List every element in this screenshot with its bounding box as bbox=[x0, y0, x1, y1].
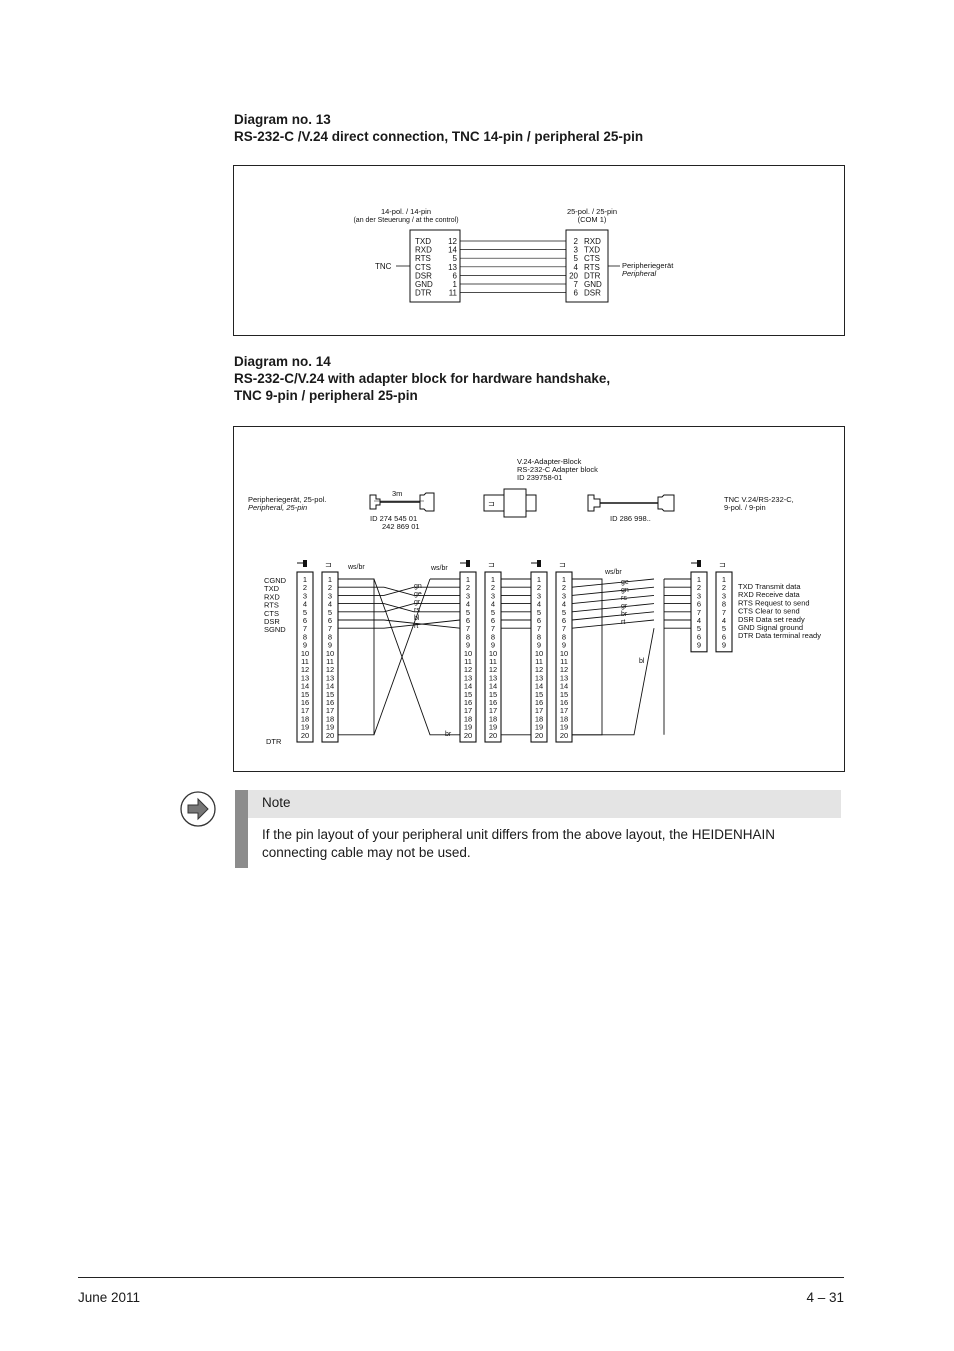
d13-right-signal: RXD bbox=[584, 237, 601, 246]
d14-pin-25: 19 bbox=[559, 722, 569, 732]
d13-right-pin: 5 bbox=[573, 254, 578, 264]
d14-pin-25: 7 bbox=[536, 624, 542, 634]
d14-socket-icon: ⊐ bbox=[559, 560, 566, 569]
d14-adapter-body bbox=[504, 489, 526, 517]
d14-left-signal: TXD bbox=[264, 584, 279, 594]
d14-peripheral-line2: Peripheral, 25-pin bbox=[248, 503, 308, 512]
d14-pin-25: 5 bbox=[465, 607, 471, 617]
d14-pin-25: 18 bbox=[463, 714, 473, 724]
d13-left-caption-1: 14-pol. / 14-pin bbox=[380, 207, 432, 216]
d14-pin-9: 1 bbox=[721, 575, 727, 584]
d14-pin-25: 19 bbox=[534, 722, 544, 732]
d14-pin-25: 6 bbox=[327, 616, 333, 625]
d13-left-signal: RTS bbox=[415, 254, 431, 264]
d14-pin-25: 15 bbox=[559, 689, 569, 699]
d14-wire bbox=[572, 579, 654, 587]
d14-tnc-signal: RTS Request to send bbox=[738, 598, 810, 608]
d14-pin-9: 6 bbox=[696, 599, 702, 609]
d14-cable2-id: ID 286 998.. bbox=[610, 514, 651, 523]
d13-right-caption-2: (COM 1) bbox=[577, 215, 607, 224]
d14-pin-25: 1 bbox=[536, 575, 542, 584]
d14-pin-25: 4 bbox=[327, 599, 333, 609]
d14-pin-9: 5 bbox=[721, 624, 727, 634]
d14-socket-icon: ⊐ bbox=[719, 560, 726, 569]
d14-pin-25: 5 bbox=[536, 607, 542, 617]
d13-right-signal: CTS bbox=[584, 254, 600, 264]
d13-left-signal: GND bbox=[415, 280, 433, 289]
d14-pin-25: 5 bbox=[561, 607, 567, 617]
d14-pin-25: 12 bbox=[488, 665, 498, 675]
d14-wire bbox=[572, 587, 654, 595]
d14-colors-b bbox=[621, 579, 629, 626]
d14-pin-25: 7 bbox=[490, 624, 496, 634]
d14-wire-color: rs bbox=[621, 595, 627, 602]
d14-colors-a bbox=[414, 583, 422, 630]
diagram14-drawing bbox=[234, 427, 844, 771]
diagram13-heading bbox=[234, 111, 643, 145]
d14-pin-25: 20 bbox=[300, 730, 310, 740]
d14-wsbr-3: ws/br bbox=[605, 569, 622, 576]
d14-pin-25: 11 bbox=[326, 657, 334, 666]
d14-pin-25: 6 bbox=[536, 616, 542, 625]
d14-pin-25: 16 bbox=[463, 698, 473, 707]
d14-pin-25: 17 bbox=[463, 706, 473, 716]
d14-pin-25: 1 bbox=[561, 575, 567, 584]
d13-peripheral-label-en: Peripheral bbox=[622, 269, 657, 278]
d13-right-pin: 7 bbox=[573, 280, 578, 289]
d14-cable1-plug-right bbox=[420, 493, 434, 511]
d14-pin-25: 16 bbox=[325, 698, 335, 707]
d14-pin-25: 3 bbox=[490, 591, 496, 601]
d14-pin-25: 11 bbox=[464, 657, 472, 666]
d14-pin-9: 7 bbox=[721, 607, 727, 617]
d14-pin-25: 8 bbox=[561, 632, 567, 642]
d14-cable2-plug-left bbox=[588, 495, 600, 511]
d14-pin-25: 20 bbox=[325, 730, 335, 740]
d14-left-signal: DSR bbox=[264, 617, 280, 626]
d14-pin-25: 8 bbox=[536, 632, 542, 642]
d14-socket-icon: ⊐ bbox=[325, 560, 332, 569]
d14-pin-25: 11 bbox=[301, 657, 309, 666]
d14-adapter-line2: RS-232-C Adapter block bbox=[517, 465, 598, 474]
d14-pin-25: 13 bbox=[488, 673, 498, 683]
d14-wire bbox=[572, 604, 654, 612]
d14-pin-25: 16 bbox=[488, 698, 498, 707]
d14-pin-9: 9 bbox=[721, 640, 727, 650]
d14-pin-25: 12 bbox=[534, 665, 544, 675]
d14-pin-25: 18 bbox=[300, 714, 310, 724]
d14-pin-25: 16 bbox=[559, 698, 569, 707]
d14-tnc-signal: RXD Receive data bbox=[738, 590, 800, 600]
d13-right-signal: DSR bbox=[584, 288, 601, 298]
d14-pin-25: 5 bbox=[327, 607, 333, 617]
d14-adapter-line3: ID 239758-01 bbox=[517, 473, 563, 482]
d14-tnc-signal: CTS Clear to send bbox=[738, 606, 800, 616]
d14-pin-25: 6 bbox=[302, 616, 308, 625]
footer-date: June 2011 bbox=[78, 1290, 141, 1305]
d14-pin-25: 17 bbox=[488, 706, 498, 716]
d14-tnc-signals bbox=[738, 582, 821, 640]
d13-right-pin: 3 bbox=[573, 245, 578, 255]
d13-left-pin: 13 bbox=[448, 262, 457, 272]
note-title: Note bbox=[262, 795, 291, 810]
d14-wire bbox=[572, 612, 654, 620]
d14-plug-icon bbox=[537, 560, 541, 567]
d14-pin-25: 2 bbox=[327, 583, 333, 593]
note-header bbox=[248, 790, 841, 818]
d14-left-signal: CGND bbox=[264, 576, 287, 585]
d14-cable1-id2: 242 869 01 bbox=[382, 522, 420, 531]
d14-wire bbox=[338, 579, 374, 735]
d14-pin-25: 6 bbox=[561, 616, 567, 625]
d14-wsbr-1: ws/br bbox=[348, 564, 365, 571]
diagram13-frame bbox=[233, 165, 845, 336]
d14-pin-9: 3 bbox=[721, 591, 727, 601]
d14-wire-color: rt bbox=[414, 623, 419, 630]
d14-wire-color: gr bbox=[414, 599, 421, 606]
d14-pin-9: 2 bbox=[721, 583, 727, 593]
d14-wire-color: bl bbox=[414, 615, 420, 622]
diagram14-heading bbox=[234, 353, 610, 404]
d13-right-signal: TXD bbox=[584, 245, 600, 255]
d14-pin-25: 12 bbox=[559, 665, 569, 675]
d14-pin-25: 3 bbox=[536, 591, 542, 601]
d14-wire bbox=[384, 604, 460, 612]
d14-pin-25: 20 bbox=[534, 730, 544, 740]
d13-right-caption-1: 25-pol. / 25-pin bbox=[566, 207, 618, 216]
d13-left-signal: DTR bbox=[415, 288, 432, 298]
d14-pin-25: 15 bbox=[325, 689, 335, 699]
d14-pin-25: 12 bbox=[300, 665, 310, 675]
d14-pin-25: 5 bbox=[490, 607, 496, 617]
d14-pin-25: 2 bbox=[302, 583, 308, 593]
note-body: If the pin layout of your peripheral unit differs from the above layout, the HEIDENHAIN connecting cable may not be used. bbox=[262, 827, 776, 860]
d14-pin-25: 13 bbox=[463, 673, 473, 683]
d14-wire bbox=[572, 595, 654, 603]
d14-wire-color: gr bbox=[621, 603, 628, 610]
d14-pin-25: 15 bbox=[300, 689, 310, 699]
d14-pin-25: 4 bbox=[465, 599, 471, 609]
d14-cable1-plug-left bbox=[370, 495, 380, 509]
d14-wire-color: gn bbox=[621, 587, 629, 594]
note-sidebar bbox=[235, 790, 248, 868]
d14-pin-25: 12 bbox=[325, 665, 335, 675]
d14-pin-9: 6 bbox=[721, 632, 727, 642]
d14-pin-25: 13 bbox=[325, 673, 335, 683]
d14-pin-25: 4 bbox=[536, 599, 542, 609]
d14-pin-25: 14 bbox=[463, 681, 473, 691]
d14-pin-9: 4 bbox=[696, 616, 702, 625]
d14-pin-25: 10 bbox=[325, 648, 335, 658]
d14-pin-25: 3 bbox=[465, 591, 471, 601]
d14-pin-25: 17 bbox=[300, 706, 310, 716]
d14-tnc-line2: 9-pol. / 9-pin bbox=[724, 503, 766, 512]
d14-adapter-line1: V.24-Adapter-Block bbox=[517, 457, 582, 466]
d14-pin-25: 20 bbox=[559, 730, 569, 740]
d14-wire-color: gn bbox=[414, 583, 422, 590]
d14-pin-25: 9 bbox=[536, 640, 542, 650]
d14-pin-25: 20 bbox=[488, 730, 498, 740]
d14-pin-25: 5 bbox=[302, 607, 308, 617]
d13-rows bbox=[415, 237, 602, 298]
d14-pin-9: 9 bbox=[696, 640, 702, 650]
d14-pin-25: 8 bbox=[490, 632, 496, 642]
d14-pin-25: 13 bbox=[559, 673, 569, 683]
d14-wire-color: br bbox=[621, 611, 628, 618]
d14-wsbr-2: ws/br bbox=[431, 565, 448, 572]
d14-pin-25: 3 bbox=[561, 591, 567, 601]
d14-wire bbox=[384, 604, 460, 612]
d14-pin-25: 18 bbox=[488, 714, 498, 724]
d14-pin-25: 11 bbox=[560, 657, 568, 666]
d14-pin-25: 4 bbox=[302, 599, 308, 609]
d14-wire bbox=[572, 620, 654, 628]
d14-pin-25: 19 bbox=[488, 722, 498, 732]
d14-pin-25: 17 bbox=[559, 706, 569, 716]
d14-tnc-signal: DTR Data terminal ready bbox=[738, 631, 821, 641]
d13-left-signal: RXD bbox=[415, 245, 432, 255]
d14-wire-color: rs bbox=[414, 607, 420, 614]
diagram13-drawing bbox=[234, 166, 844, 335]
d14-dtr-label: DTR bbox=[266, 737, 282, 746]
d14-pin-25: 15 bbox=[534, 689, 544, 699]
d14-pin-25: 8 bbox=[465, 632, 471, 642]
d14-socket-icon: ⊐ bbox=[488, 560, 495, 569]
d14-pin-25: 1 bbox=[465, 575, 471, 584]
d13-left-pin: 12 bbox=[448, 237, 457, 246]
d14-pin-25: 7 bbox=[561, 624, 567, 634]
d14-pin-25: 9 bbox=[302, 640, 308, 650]
diagram14-frame bbox=[233, 426, 845, 772]
d14-pin-25: 20 bbox=[463, 730, 473, 740]
d13-right-pin: 2 bbox=[573, 237, 578, 246]
d14-peripheral-line1: Peripheriegerät, 25-pol. bbox=[248, 495, 327, 504]
d13-left-pin: 11 bbox=[448, 288, 457, 298]
d13-left-pin: 14 bbox=[448, 245, 457, 255]
d14-adapter-right bbox=[526, 495, 536, 511]
d14-plug-icon bbox=[303, 560, 307, 567]
d13-left-signal: TXD bbox=[415, 237, 431, 246]
d13-right-signal: DTR bbox=[584, 271, 601, 281]
d14-pin-25: 2 bbox=[465, 583, 471, 593]
d14-pin-25: 1 bbox=[490, 575, 496, 584]
d14-pin-25: 11 bbox=[489, 657, 497, 666]
arrow-right-icon bbox=[179, 790, 217, 833]
d14-pin-25: 14 bbox=[559, 681, 569, 691]
d14-pin-9: 2 bbox=[696, 583, 702, 593]
d14-pin-25: 1 bbox=[302, 575, 308, 584]
d14-left-signals bbox=[264, 576, 287, 634]
d14-pin-25: 17 bbox=[534, 706, 544, 716]
diagram14-subtitle-1: RS-232-C/V.24 with adapter block for hardware handshake, bbox=[234, 371, 611, 386]
d14-tnc-line1: TNC V.24/RS-232-C, bbox=[724, 495, 794, 504]
d13-tnc-label: TNC bbox=[375, 262, 392, 271]
d14-pin-25: 3 bbox=[327, 591, 333, 601]
d14-pin-25: 18 bbox=[534, 714, 544, 724]
d14-wire bbox=[384, 587, 460, 595]
d13-left-pin: 1 bbox=[452, 280, 457, 289]
d14-cable1-id1: ID 274 545 01 bbox=[370, 514, 418, 523]
d14-left-signal: CTS bbox=[264, 608, 279, 618]
d14-pin-25: 4 bbox=[490, 599, 496, 609]
d14-pin-25: 14 bbox=[300, 681, 310, 691]
d14-left-signal: SGND bbox=[264, 625, 286, 635]
d14-pin-25: 10 bbox=[488, 648, 498, 658]
d14-pin-25: 19 bbox=[463, 722, 473, 732]
d14-pin-25: 6 bbox=[465, 616, 471, 625]
d14-pin-25: 15 bbox=[463, 689, 473, 699]
d14-pin-25: 18 bbox=[559, 714, 569, 724]
d14-pin-25: 10 bbox=[463, 648, 473, 658]
d14-cable2-plug-right bbox=[658, 495, 674, 511]
d14-pin-9: 3 bbox=[696, 591, 702, 601]
d14-pin-25: 7 bbox=[302, 624, 308, 634]
d14-pin-9: 4 bbox=[721, 616, 727, 625]
d14-pin-25: 9 bbox=[490, 640, 496, 650]
d14-pin-25: 18 bbox=[325, 714, 335, 724]
d14-pin-25: 19 bbox=[325, 722, 335, 732]
d13-left-signal: DSR bbox=[415, 271, 432, 281]
d14-pin-25: 8 bbox=[302, 632, 308, 642]
d14-pin-25: 10 bbox=[300, 648, 310, 658]
d14-pin-9: 7 bbox=[696, 607, 702, 617]
d13-right-signal: GND bbox=[584, 280, 602, 289]
d14-pin-25: 9 bbox=[327, 640, 333, 650]
d14-pin-25: 3 bbox=[302, 591, 308, 601]
d14-cable1-length: 3m bbox=[392, 489, 403, 498]
d14-pin-25: 2 bbox=[561, 583, 567, 593]
d14-pin-25: 17 bbox=[325, 706, 335, 716]
d14-pin-25: 2 bbox=[490, 583, 496, 593]
d14-wire bbox=[572, 628, 654, 735]
d13-left-signal: CTS bbox=[415, 262, 431, 272]
d14-pin-25: 14 bbox=[325, 681, 335, 691]
d13-right-pin: 4 bbox=[573, 262, 578, 272]
d14-wires bbox=[338, 579, 691, 735]
footer-page-number: 4 – 31 bbox=[806, 1290, 844, 1305]
d14-pin-25: 15 bbox=[488, 689, 498, 699]
d14-plug-icon bbox=[466, 560, 470, 567]
d14-pin-9: 1 bbox=[696, 575, 702, 584]
d14-adapter-arrow-icon: ⊐ bbox=[488, 499, 495, 508]
d14-pin-9: 8 bbox=[721, 599, 727, 609]
d14-pin-25: 2 bbox=[536, 583, 542, 593]
d14-pin-9: 6 bbox=[696, 632, 702, 642]
diagram14-title: Diagram no. 14 bbox=[234, 354, 331, 369]
d14-pin-25: 4 bbox=[561, 599, 567, 609]
d14-wire-color: ge bbox=[621, 579, 629, 586]
d14-wire-color: rt bbox=[621, 619, 626, 626]
footer-divider bbox=[78, 1277, 844, 1278]
d14-pin-25: 7 bbox=[327, 624, 333, 634]
d14-pin-25: 9 bbox=[561, 640, 567, 650]
d14-pin-25: 10 bbox=[534, 648, 544, 658]
d14-pin-9: 5 bbox=[696, 624, 702, 634]
d14-pin-25: 6 bbox=[490, 616, 496, 625]
d14-tnc-signal: DSR Data set ready bbox=[738, 614, 805, 624]
d14-wire-color: ge bbox=[414, 591, 422, 598]
d14-pin-25: 13 bbox=[300, 673, 310, 683]
d13-peripheral-label: Peripheriegerät bbox=[622, 261, 674, 270]
diagram14-subtitle-2: TNC 9-pin / peripheral 25-pin bbox=[234, 388, 418, 403]
d13-left-caption-2: (an der Steuerung / at the control) bbox=[353, 217, 459, 224]
d13-left-pin: 6 bbox=[452, 271, 457, 281]
d14-pin-25: 13 bbox=[534, 673, 544, 683]
d14-pin-25: 14 bbox=[488, 681, 498, 691]
d13-right-pin: 6 bbox=[573, 288, 578, 298]
diagram13-subtitle: RS-232-C /V.24 direct connection, TNC 14-pin / peripheral 25-pin bbox=[234, 129, 644, 144]
d14-pin-25: 11 bbox=[535, 657, 543, 666]
d14-pin-25: 19 bbox=[300, 722, 310, 732]
d14-bl-label: bl bbox=[639, 658, 645, 665]
d14-pin-25: 16 bbox=[534, 698, 544, 707]
diagram13-title: Diagram no. 13 bbox=[234, 112, 331, 127]
d14-tnc-signal: GND Signal ground bbox=[738, 623, 804, 632]
d14-tnc-signal: TXD Transmit data bbox=[738, 582, 801, 591]
d13-left-pin: 5 bbox=[452, 254, 457, 264]
d14-pin-25: 1 bbox=[327, 575, 333, 584]
d13-right-pin: 20 bbox=[569, 271, 578, 281]
d14-pin-25: 12 bbox=[463, 665, 473, 675]
d14-pin-25: 16 bbox=[300, 698, 310, 707]
d14-left-signal: RXD bbox=[264, 592, 280, 602]
d14-plug-icon bbox=[697, 560, 701, 567]
d14-pin-25: 9 bbox=[465, 640, 471, 650]
d14-br-label: br bbox=[445, 731, 452, 738]
d14-pin-25: 8 bbox=[327, 632, 333, 642]
d14-pin-25: 14 bbox=[534, 681, 544, 691]
d14-pin-25: 10 bbox=[559, 648, 569, 658]
d13-right-signal: RTS bbox=[584, 262, 600, 272]
d14-pin-25: 7 bbox=[465, 624, 471, 634]
d14-left-signal: RTS bbox=[264, 600, 279, 610]
d14-wire bbox=[384, 587, 460, 595]
